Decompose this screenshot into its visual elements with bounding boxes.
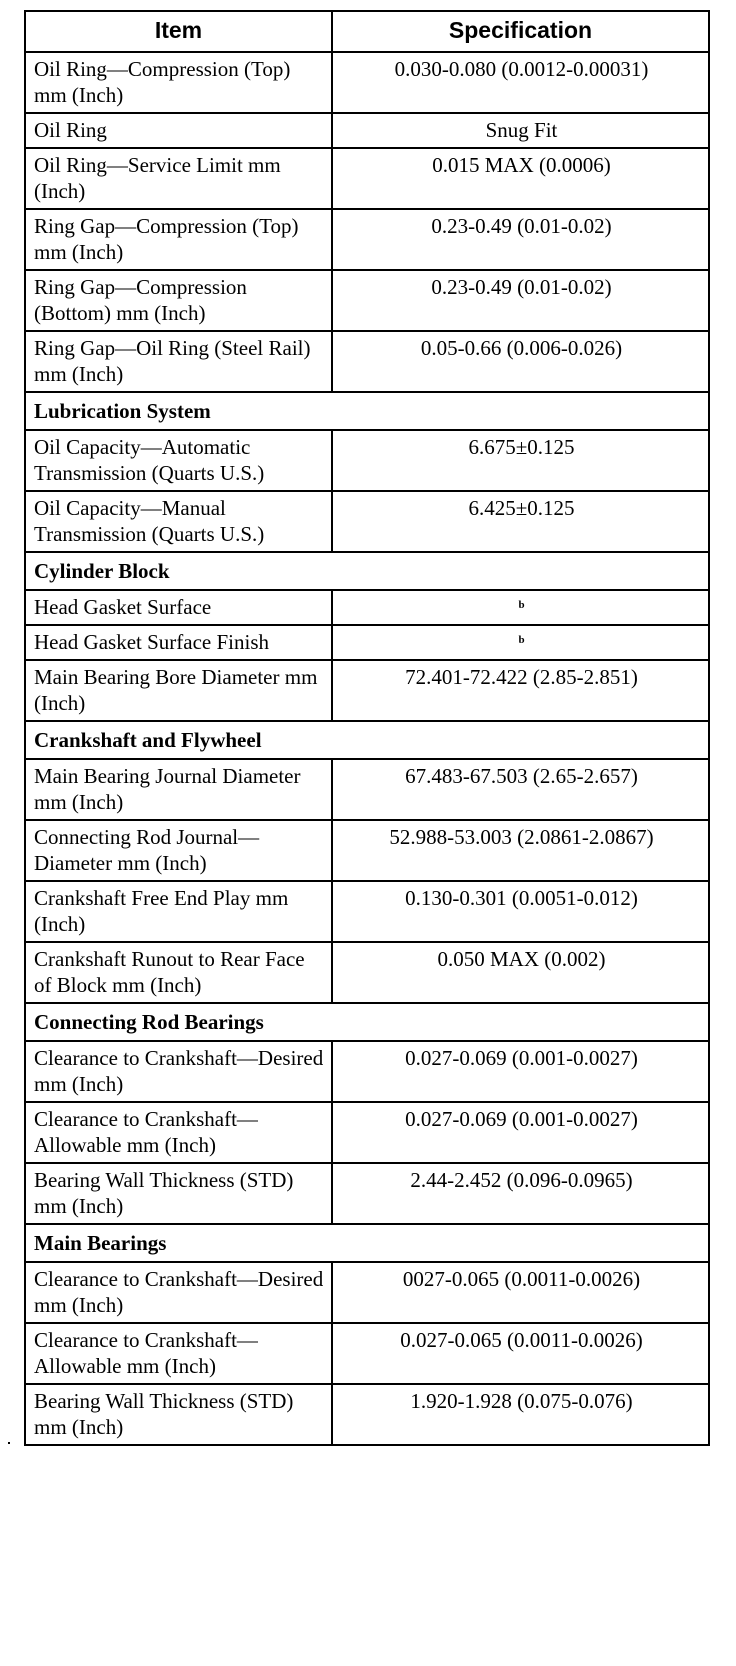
item-cell: Crankshaft Free End Play mm (Inch) xyxy=(25,881,332,942)
table-row xyxy=(25,625,709,660)
table-header-row xyxy=(25,11,709,52)
item-cell: Ring Gap—Oil Ring (Steel Rail) mm (Inch) xyxy=(25,331,332,392)
table-row xyxy=(25,881,709,942)
footnote-marker: b xyxy=(518,634,525,646)
table-body xyxy=(25,52,709,1445)
section-header-row xyxy=(25,1224,709,1262)
table-row xyxy=(25,148,709,209)
spec-cell: 0.23-0.49 (0.01-0.02) xyxy=(332,209,709,270)
spec-cell: 0027-0.065 (0.0011-0.0026) xyxy=(332,1262,709,1323)
spec-cell xyxy=(332,625,709,660)
section-title: Connecting Rod Bearings xyxy=(25,1003,709,1041)
item-column-header: Item xyxy=(25,11,332,52)
table-row xyxy=(25,820,709,881)
table-row xyxy=(25,590,709,625)
specification-column-header: Specification xyxy=(332,11,709,52)
table-row xyxy=(25,491,709,552)
item-cell: Head Gasket Surface Finish xyxy=(25,625,332,660)
item-cell: Clearance to Crankshaft—Desired mm (Inch) xyxy=(25,1041,332,1102)
table-row xyxy=(25,1163,709,1224)
footnote-marker: b xyxy=(518,599,525,611)
table-row xyxy=(25,1041,709,1102)
spec-cell: 0.05-0.66 (0.006-0.026) xyxy=(332,331,709,392)
table-row xyxy=(25,942,709,1003)
spec-cell: 67.483-67.503 (2.65-2.657) xyxy=(332,759,709,820)
spec-cell: 0.030-0.080 (0.0012-0.00031) xyxy=(332,52,709,113)
table-row xyxy=(25,1102,709,1163)
spec-cell xyxy=(332,590,709,625)
section-title: Crankshaft and Flywheel xyxy=(25,721,709,759)
table-row xyxy=(25,209,709,270)
item-cell: Ring Gap—Compression (Bottom) mm (Inch) xyxy=(25,270,332,331)
scan-speck xyxy=(8,1442,10,1444)
table-row xyxy=(25,270,709,331)
spec-cell: 0.050 MAX (0.002) xyxy=(332,942,709,1003)
spec-cell: 0.027-0.069 (0.001-0.0027) xyxy=(332,1102,709,1163)
section-title: Cylinder Block xyxy=(25,552,709,590)
section-title: Lubrication System xyxy=(25,392,709,430)
item-cell: Bearing Wall Thickness (STD) mm (Inch) xyxy=(25,1384,332,1445)
specification-table xyxy=(24,10,710,1446)
item-cell: Oil Ring—Service Limit mm (Inch) xyxy=(25,148,332,209)
section-header-row xyxy=(25,552,709,590)
item-cell: Crankshaft Runout to Rear Face of Block mm (Inch) xyxy=(25,942,332,1003)
spec-cell: 0.23-0.49 (0.01-0.02) xyxy=(332,270,709,331)
spec-cell: 0.027-0.069 (0.001-0.0027) xyxy=(332,1041,709,1102)
table-row xyxy=(25,430,709,491)
spec-cell: 0.130-0.301 (0.0051-0.012) xyxy=(332,881,709,942)
item-cell: Oil Capacity—Manual Transmission (Quarts U.S.) xyxy=(25,491,332,552)
spec-cell: 72.401-72.422 (2.85-2.851) xyxy=(332,660,709,721)
spec-cell: 2.44-2.452 (0.096-0.0965) xyxy=(332,1163,709,1224)
spec-cell: 6.425±0.125 xyxy=(332,491,709,552)
table-row xyxy=(25,113,709,148)
spec-cell: Snug Fit xyxy=(332,113,709,148)
item-cell: Clearance to Crankshaft—Desired mm (Inch) xyxy=(25,1262,332,1323)
spec-cell: 0.015 MAX (0.0006) xyxy=(332,148,709,209)
spec-cell: 1.920-1.928 (0.075-0.076) xyxy=(332,1384,709,1445)
spec-cell: 0.027-0.065 (0.0011-0.0026) xyxy=(332,1323,709,1384)
table-row xyxy=(25,1384,709,1445)
item-cell: Clearance to Crankshaft—Allowable mm (Inch) xyxy=(25,1323,332,1384)
item-cell: Clearance to Crankshaft—Allowable mm (Inch) xyxy=(25,1102,332,1163)
table-row xyxy=(25,331,709,392)
section-header-row xyxy=(25,392,709,430)
item-cell: Oil Ring—Compression (Top) mm (Inch) xyxy=(25,52,332,113)
table-row xyxy=(25,52,709,113)
item-cell: Ring Gap—Compression (Top) mm (Inch) xyxy=(25,209,332,270)
spec-cell: 52.988-53.003 (2.0861-2.0867) xyxy=(332,820,709,881)
item-cell: Oil Ring xyxy=(25,113,332,148)
item-cell: Main Bearing Journal Diameter mm (Inch) xyxy=(25,759,332,820)
table-row xyxy=(25,1323,709,1384)
item-cell: Main Bearing Bore Diameter mm (Inch) xyxy=(25,660,332,721)
table-row xyxy=(25,660,709,721)
item-cell: Oil Capacity—Automatic Transmission (Quarts U.S.) xyxy=(25,430,332,491)
spec-cell: 6.675±0.125 xyxy=(332,430,709,491)
item-cell: Connecting Rod Journal—Diameter mm (Inch) xyxy=(25,820,332,881)
item-cell: Bearing Wall Thickness (STD) mm (Inch) xyxy=(25,1163,332,1224)
section-header-row xyxy=(25,1003,709,1041)
section-title: Main Bearings xyxy=(25,1224,709,1262)
table-row xyxy=(25,1262,709,1323)
section-header-row xyxy=(25,721,709,759)
item-cell: Head Gasket Surface xyxy=(25,590,332,625)
table-row xyxy=(25,759,709,820)
